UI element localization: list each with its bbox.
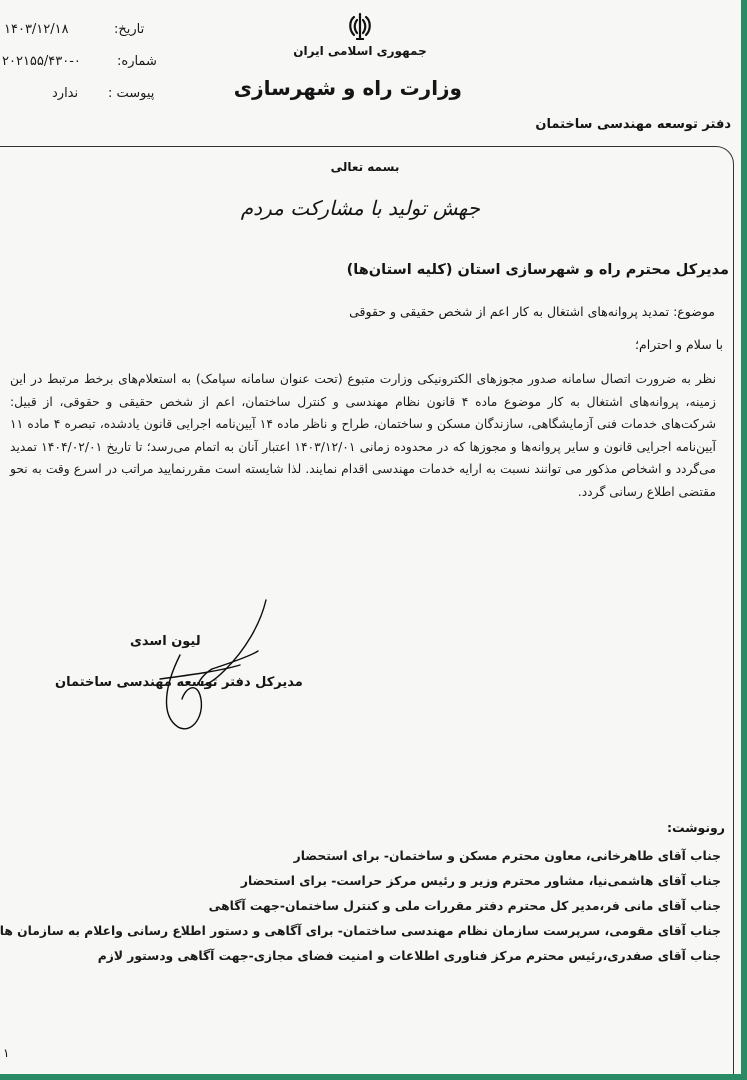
date-value: ۱۴۰۳/۱۲/۱۸: [4, 22, 69, 37]
attachment-label: پیوست :: [108, 86, 155, 101]
signatory-title: مدیرکل دفتر توسعه مهندسی ساختمان: [55, 675, 303, 690]
cc-line-1: جناب آقای طاهرخانی، معاون محترم مسکن و ساختمان- برای استحضار: [293, 849, 721, 863]
ministry-name: وزارت راه و شهرسازی: [233, 76, 462, 100]
cc-line-2: جناب آقای هاشمی‌نیا، مشاور محترم وزیر و رئیس مرکز حراست- برای استحضار: [240, 874, 721, 888]
greeting: با سلام و احترام؛: [635, 337, 723, 352]
handwritten-signature: [120, 595, 280, 745]
number-label: شماره:: [117, 54, 157, 69]
cc-line-3: جناب آقای مانی فر،مدیر کل محترم دفتر مقررات ملی و کنترل ساختمان-جهت آگاهی: [208, 899, 721, 913]
cc-line-5: جناب آقای صفدری،رئیس محترم مرکز فناوری اطلاعات و امنیت فضای مجازی-جهت آگاهی ودستور لازم: [97, 949, 721, 963]
attachment-value: ندارد: [52, 86, 79, 101]
cc-heading: رونوشت:: [666, 820, 725, 835]
iran-emblem-icon: [343, 10, 377, 44]
country-name: جمهوری اسلامی ایران: [293, 44, 427, 58]
number-value: ۲۰۲۱۵۵/۴۳۰-۰: [2, 54, 81, 69]
date-label: تاریخ:: [114, 22, 145, 37]
page-number: ۱: [3, 1046, 10, 1060]
invocation: بسمه تعالی: [330, 160, 400, 174]
addressee: مدیرکل محترم راه و شهرسازی استان (کلیه استان‌ها): [346, 262, 729, 278]
subject: موضوع: تمدید پروانه‌های اشتغال به کار اعم از شخص حقیقی و حقوقی: [349, 304, 715, 319]
signatory-name: لیون اسدی: [130, 634, 201, 649]
office-name: دفتر توسعه مهندسی ساختمان: [535, 117, 731, 132]
letter-body: نظر به ضرورت اتصال سامانه صدور مجوزهای الکترونیکی وزارت متبوع (تحت عنوان سامانه سپامک) به استعلام‌های برخط مرتبط در این زمینه، پروانه‌های اشتغال به کار موضوع ماده ۴ قانون نظام مهندسی و کنترل ساختمان، اعم از شخص حقیقی و حقوقی، از قبیل: شرکت‌های خدمات فنی آزمایشگاهی، سازندگان مسکن و ساختمان، طراح و ناظر ماده ۱۴ آیین‌نامه اجرایی قانون یادشده، تبصره ۴ ماده ۱۱ آیین‌نامه اجرایی قانون و سایر پروانه‌ها و مجوزها که در محدوده زمانی ۱۴۰۳/۱۲/۰۱ اعتبار آنان به اتمام می‌رسد؛ تا تاریخ ۱۴۰۴/۰۲/۰۱ تمدید می‌گردد و اشخاص مذکور می توانند نسبت به ارایه خدمات مهندسی اقدام نمایند. لذا شایسته است مقررنمایید مراتب در اسرع وقت به نحو مقتضی اطلاع رسانی گردد.: [10, 372, 717, 499]
cc-line-4: جناب آقای مقومی، سرپرست سازمان نظام مهندسی ساختمان- برای آگاهی و دستور اطلاع رسانی واعلام به سازمان ها: [0, 924, 721, 938]
slogan: جهش تولید با مشارکت مردم: [240, 196, 480, 220]
